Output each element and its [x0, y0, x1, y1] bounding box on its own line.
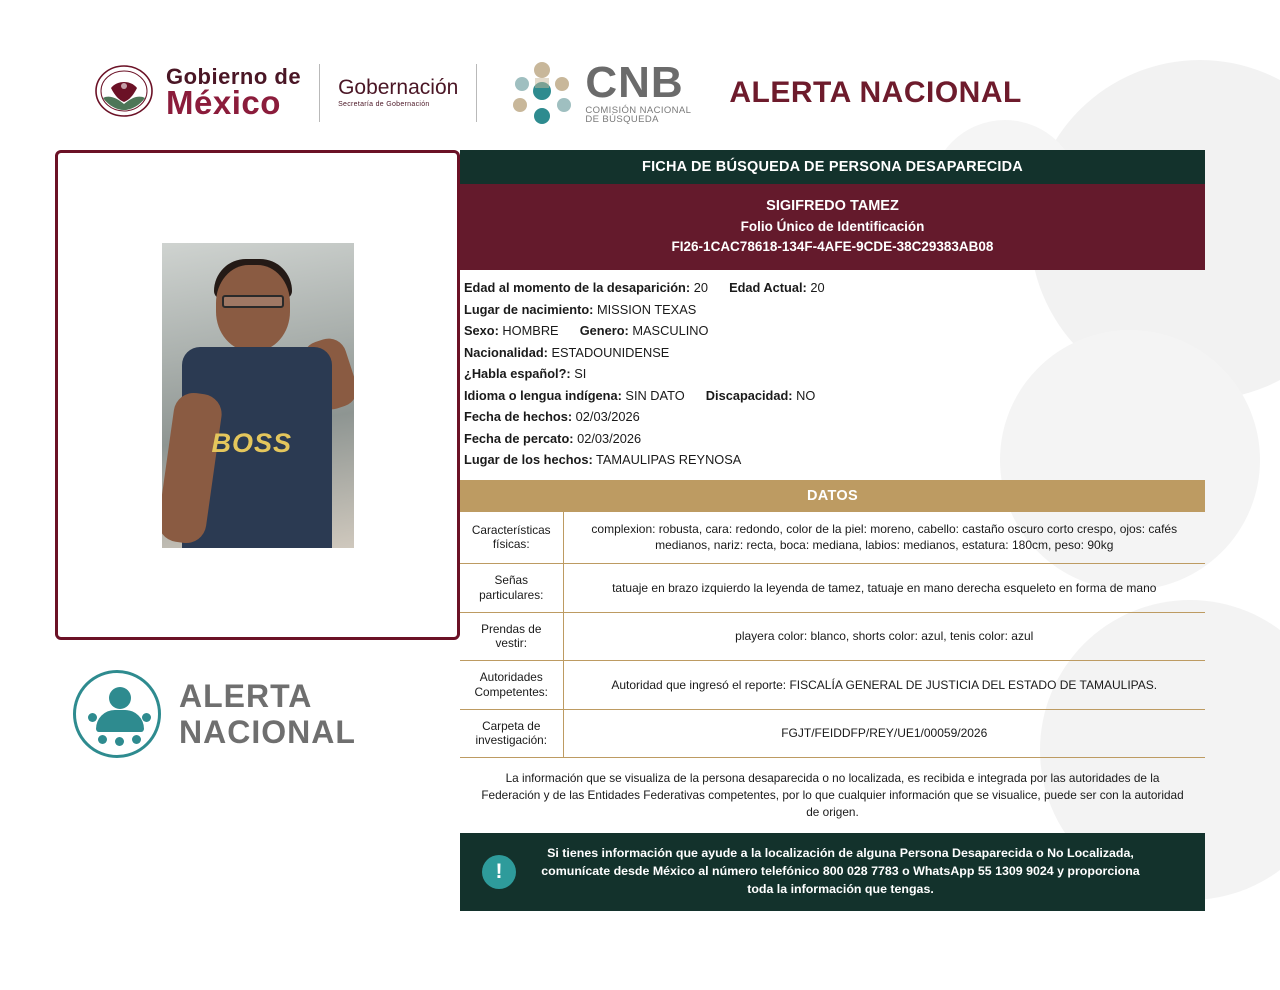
table-row [460, 564, 1205, 612]
field-edad-label: Edad al momento de la desaparición: [464, 280, 691, 296]
field-genero-value: MASCULINO [632, 323, 709, 339]
page-header [0, 0, 1280, 150]
disclaimer-text: La información que se visualiza de la persona desaparecida o no localizada, es recibida e integrada por las autoridades de la Federación y de las Entidades Federativas competentes, por lo que cualquier información que se visualice, puede ser con la autoridad de origen. [481, 771, 1184, 820]
cnb-line2: DE BÚSQUEDA [585, 114, 659, 125]
left-column [55, 150, 460, 911]
person-photo-frame [55, 150, 460, 640]
datos-key-caracteristicas-fisicas: Características físicas: [460, 512, 563, 564]
badge-dot [115, 737, 124, 746]
gobernacion-wordmark [338, 77, 458, 108]
datos-key-senas-particulares: Señas particulares: [460, 564, 563, 612]
datos-value-senas-particulares: tatuaje en brazo izquierdo la leyenda de tamez, tatuaje en mano derecha esqueleto en forma de mano [563, 564, 1205, 612]
field-sexo-label: Sexo: [464, 323, 499, 339]
field-sexo-value: HOMBRE [502, 323, 559, 339]
field-edad-value: 20 [693, 280, 708, 296]
field-edad-actual-label: Edad Actual: [729, 280, 807, 296]
field-nacionalidad [464, 345, 1205, 360]
datos-value-autoridades-competentes: Autoridad que ingresó el reporte: FISCALÍA GENERAL DE JUSTICIA DEL ESTADO DE TAMAULIPAS. [563, 661, 1205, 709]
gobierno-line2: México [166, 84, 281, 121]
datos-key-carpeta-investigacion: Carpeta de investigación: [460, 709, 563, 757]
page-content [0, 150, 1280, 911]
datos-value-caracteristicas-fisicas: complexion: robusta, cara: redondo, color de la piel: moreno, cabello: castaño oscuro corto crespo, ojos: cafés medianos, nariz: recta, boca: mediana, labios: medianos, estatura: 180cm, peso: 90kg [563, 512, 1205, 564]
field-lugar-nacimiento-value: MISSION TEXAS [596, 301, 697, 317]
field-idioma-label: Idioma o lengua indígena: [464, 387, 622, 403]
field-idioma-discapacidad [464, 388, 1205, 403]
field-lugar-nacimiento-label: Lugar de nacimiento: [464, 301, 594, 317]
table-row [460, 612, 1205, 660]
gobernacion-label: Gobernación [338, 75, 459, 99]
badge-dot [142, 713, 151, 722]
field-habla-espanol-value: SI [574, 366, 587, 382]
photo-shirt-text: BOSS [211, 427, 293, 458]
header-divider [319, 64, 320, 122]
datos-table [460, 512, 1205, 758]
field-nacionalidad-label: Nacionalidad: [464, 344, 548, 360]
field-fecha-hechos [464, 409, 1205, 424]
cnb-wordmark [585, 57, 692, 125]
alerta-nacional-badge [55, 670, 460, 758]
badge-body-shape [96, 710, 144, 732]
field-fecha-percato-value: 02/03/2026 [577, 430, 642, 446]
cnb-logo-icon [505, 58, 579, 128]
table-row [460, 709, 1205, 757]
field-habla-espanol [464, 366, 1205, 381]
person-name: SIGIFREDO TAMEZ [766, 198, 899, 214]
field-fecha-hechos-value: 02/03/2026 [575, 409, 640, 425]
person-photo [162, 243, 354, 548]
field-edad [464, 280, 1205, 295]
table-row [460, 661, 1205, 709]
ficha-band-title: FICHA DE BÚSQUEDA DE PERSONA DESAPARECIDA [460, 150, 1205, 184]
datos-value-prendas-de-vestir: playera color: blanco, shorts color: azul, tenis color: azul [563, 612, 1205, 660]
contact-banner [460, 833, 1205, 911]
cnb-acronym: CNB [585, 57, 684, 107]
table-row [460, 512, 1205, 564]
badge-dot [132, 735, 141, 744]
header-divider-2 [476, 64, 477, 122]
field-fecha-hechos-label: Fecha de hechos: [464, 409, 573, 425]
field-fecha-percato-label: Fecha de percato: [464, 430, 574, 446]
person-name-band [460, 184, 1205, 270]
field-lugar-hechos-value: TAMAULIPAS REYNOSA [596, 452, 742, 468]
field-habla-espanol-label: ¿Habla español?: [464, 366, 571, 382]
field-genero-label: Genero: [579, 323, 629, 339]
datos-band-title: DATOS [460, 480, 1205, 512]
gobierno-line1: Gobierno de [166, 64, 302, 89]
field-discapacidad-value: NO [796, 387, 816, 403]
cnb-line1: COMISIÓN NACIONAL [585, 104, 692, 116]
datos-value-carpeta-investigacion: FGJT/FEIDDFP/REY/UE1/00059/2026 [563, 709, 1205, 757]
badge-head-shape [109, 687, 131, 709]
alerta-badge-icon [73, 670, 161, 758]
datos-key-autoridades-competentes: Autoridades Competentes: [460, 661, 563, 709]
field-discapacidad-label: Discapacidad: [705, 387, 793, 403]
ficha-card [460, 150, 1205, 911]
field-lugar-hechos [464, 452, 1205, 467]
national-shield-icon [90, 63, 158, 123]
badge-dot [88, 713, 97, 722]
field-sexo-genero [464, 323, 1205, 338]
gobierno-wordmark [166, 66, 301, 119]
field-fecha-percato [464, 431, 1205, 446]
field-idioma-value: SIN DATO [625, 387, 685, 403]
gobernacion-sublabel: Secretaría de Gobernación [338, 100, 430, 108]
field-lugar-nacimiento [464, 302, 1205, 317]
datos-key-prendas-de-vestir: Prendas de vestir: [460, 612, 563, 660]
field-nacionalidad-value: ESTADOUNIDENSE [551, 344, 670, 360]
badge-line1: ALERTA [179, 678, 313, 714]
field-lugar-hechos-label: Lugar de los hechos: [464, 452, 593, 468]
photo-glasses [222, 295, 284, 308]
photo-head [216, 265, 290, 351]
alerta-badge-text [179, 680, 356, 748]
cnb-block [505, 58, 691, 128]
folio-label: Folio Único de Identificación [740, 219, 925, 235]
alerta-nacional-title: ALERTA NACIONAL [729, 75, 1022, 109]
contact-text: Si tienes información que ayude a la localización de alguna Persona Desaparecida o No Localizada, comunícate desde México al número telefónico 800 028 7783 o WhatsApp 55 1309 9024 y proporciona toda la información que tengas. [541, 846, 1140, 897]
badge-dot [98, 735, 107, 744]
folio-value: FI26-1CAC78618-134F-4AFE-9CDE-38C29383AB08 [671, 238, 994, 254]
badge-line2: NACIONAL [179, 714, 356, 750]
person-fields [460, 270, 1205, 480]
field-edad-actual-value: 20 [810, 280, 825, 296]
exclamation-icon: ! [482, 855, 516, 889]
